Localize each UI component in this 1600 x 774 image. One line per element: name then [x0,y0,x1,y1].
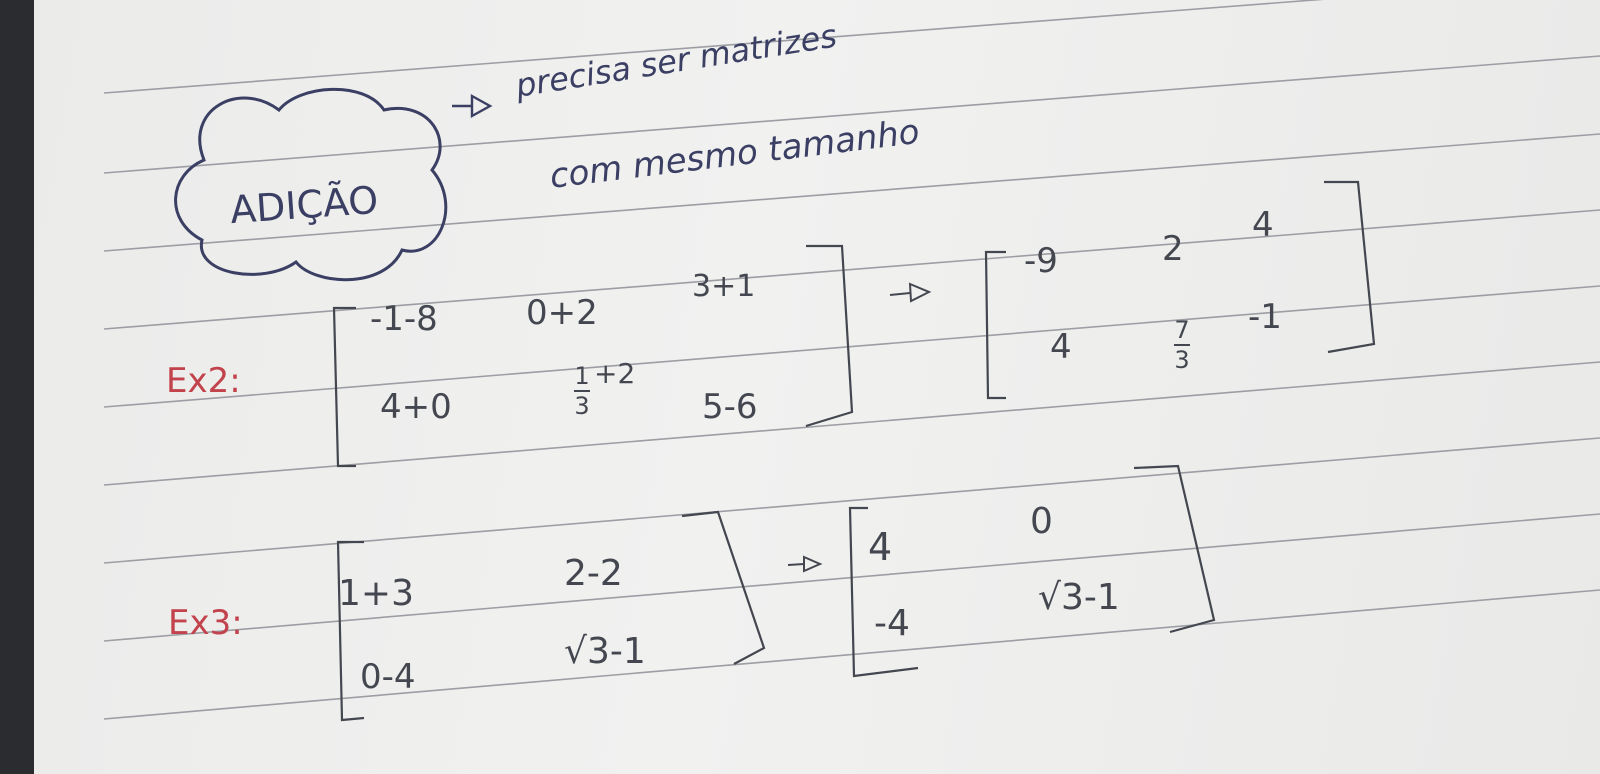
ruled-line [104,0,1600,93]
matrix-cell: √3-1 [564,631,646,672]
arrow-icon [452,96,490,116]
note-line-2: com mesmo tamanho [547,111,922,197]
arrow-icon [788,557,820,571]
matrix-cell: 4 [1252,205,1274,245]
ruled-line [104,357,1600,485]
arrow-icon [890,284,929,301]
matrix-cell: 5-6 [702,387,758,427]
right-bracket [1324,182,1374,352]
fraction-denominator: 3 [574,392,590,420]
notebook-page [34,0,1600,774]
matrix-cell: 2-2 [564,553,623,594]
matrix-cell: 4 [1050,327,1072,367]
page-drawings [34,0,1600,774]
note-line-1: precisa ser matrizes [513,16,840,105]
matrix-cell: √3-1 [1038,577,1120,618]
example-label: Ex2: [166,361,241,401]
matrix-cell: -1-8 [370,299,438,339]
title: ADIÇÃO [228,177,380,233]
fraction [1174,318,1190,372]
matrix-cell: 1+3 [338,573,414,614]
matrix-cell: 4+0 [380,387,452,427]
matrix-cell: 2 [1162,229,1184,269]
fraction-denominator: 3 [1174,346,1190,374]
matrix-cell: 4 [868,525,893,569]
matrix-cell: 0-4 [360,657,416,697]
matrix-cell: 0 [1030,501,1053,542]
fraction-numerator: 7 [1174,316,1190,344]
matrix-cell: 0+2 [526,293,598,333]
example-label: Ex3: [168,603,243,643]
fraction-numerator: 1 [574,362,590,390]
fraction [574,364,590,418]
matrix-cell: 3+1 [692,269,756,304]
left-bracket [986,252,1006,398]
matrix-cell: +2 [594,357,636,390]
right-bracket [1134,466,1214,632]
ruled-line [104,438,1600,563]
matrix-cell: -9 [1024,241,1058,281]
ruled-line [104,286,1600,407]
matrix-cell: -4 [874,603,910,644]
matrix-cell: -1 [1248,297,1282,337]
